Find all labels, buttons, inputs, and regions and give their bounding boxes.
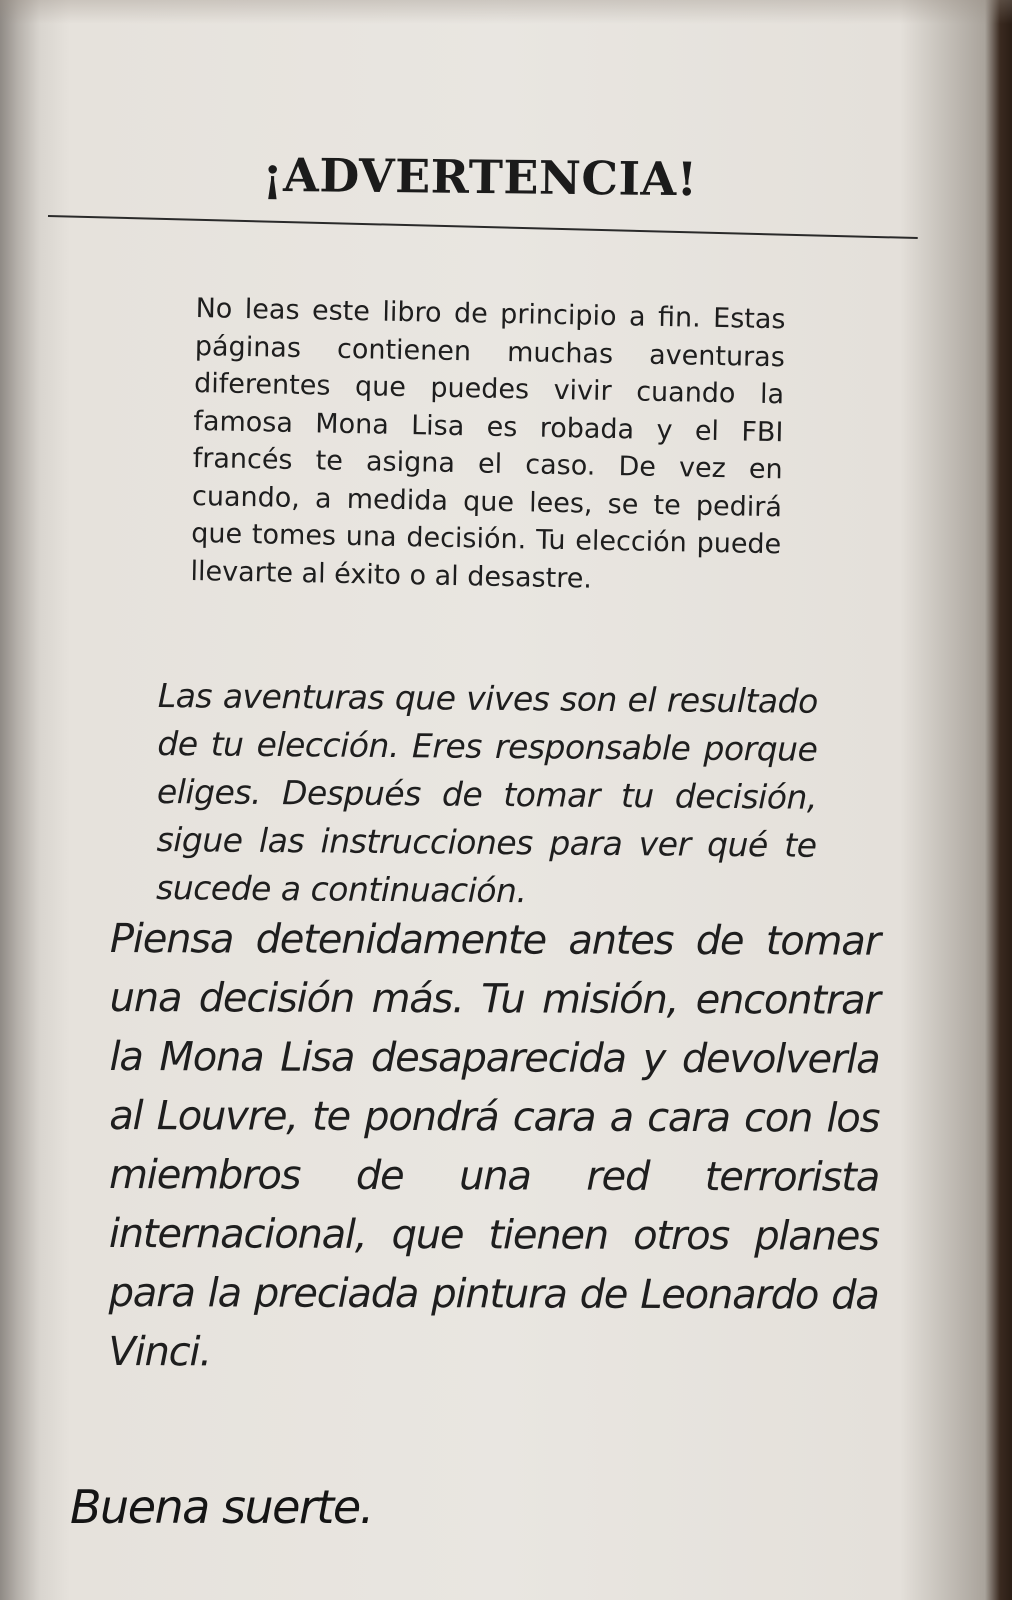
choice-paragraph: Las aventuras que vives son el resultado de tu elección. Eres responsable porque eliges. Después de tomar tu decisión, sigue las instrucciones para ver qué te sucede a continuación. <box>155 675 818 911</box>
closing-line: Buena suerte. <box>70 1480 373 1534</box>
intro-paragraph: No leas este libro de principio a fin. Estas páginas contienen muchas aventuras diferentes que puedes vivir cuando la famosa Mona Lisa es robada y el FBI francés te asigna el caso. De vez en cuando, a medida que lees, se te pedirá que tomes una decisión. Tu elección puede llevarte al éxito o al desastre. <box>190 292 786 595</box>
page-title: ¡ADVERTENCIA! <box>262 147 698 207</box>
title-rule-divider <box>48 215 918 239</box>
page-shadow <box>0 0 1012 24</box>
mission-paragraph: Piensa detenidamente antes de tomar una decisión más. Tu misión, encontrar la Mona Lisa desaparecida y devolverla al Louvre, te pondrá cara a cara con los miembros de una red terrorista internacional, que tienen otros planes para la preciada pintura de Leonardo da Vinci. <box>108 915 880 1376</box>
